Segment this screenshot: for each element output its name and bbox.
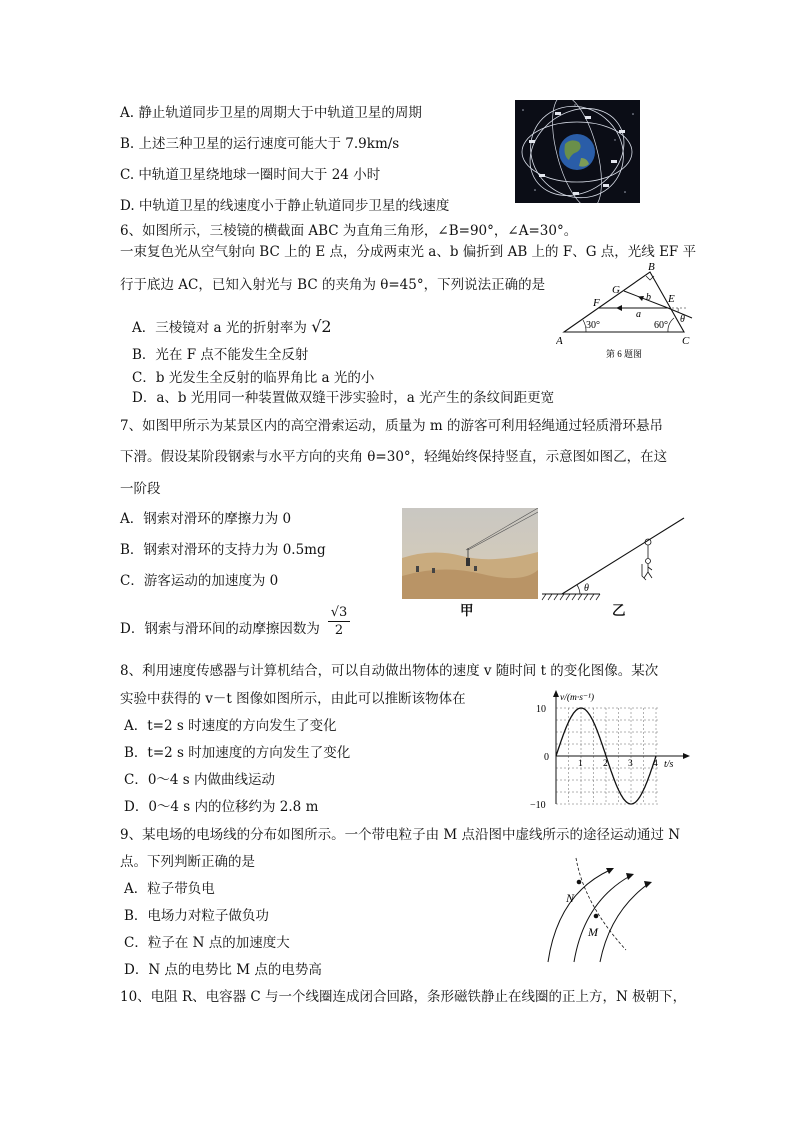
q7-stem-line2: 下滑。假设某阶段钢索与水平方向的夹角 θ=30°，轻绳始终保持竖直，示意图如图乙，在这: [120, 449, 668, 465]
zipline-theta-label: θ: [584, 583, 589, 594]
vt-xtick-3: 3: [628, 759, 633, 769]
vt-ytick-10: 10: [536, 704, 546, 715]
q5-option-b: B. 上述三种卫星的运行速度可能大于 7.9km/s: [120, 136, 400, 152]
q8-option-d: D．0～4 s 内的位移约为 2.8 m: [124, 799, 319, 815]
prism-label-b-vertex: B: [648, 262, 655, 273]
q7-option-d-text: D．钢索与滑环间的动摩擦因数为: [120, 621, 320, 637]
q6-option-a-text: A．三棱镜对 a 光的折射率为: [132, 320, 307, 336]
prism-label-c-vertex: C: [682, 335, 690, 347]
q6-option-a: [132, 318, 332, 337]
q10-stem-line1: 10、电阻 R、电容器 C 与一个线圈连成闭合回路，条形磁铁静止在线圈的正上方，N 极朝下，: [120, 989, 687, 1005]
figure-yi-label: 乙: [612, 603, 626, 619]
vt-xtick-4: 4: [653, 759, 658, 769]
prism-label-g: G: [612, 284, 620, 296]
q8-stem-line2: 实验中获得的 v－t 图像如图所示，由此可以推断该物体在: [120, 691, 466, 707]
q7-option-a: A．钢索对滑环的摩擦力为 0: [120, 511, 292, 527]
prism-label-30: 30°: [586, 320, 600, 331]
point-n: [577, 880, 582, 885]
q8-option-c: C．0～4 s 内做曲线运动: [124, 772, 276, 788]
zipline-diagram: [540, 514, 688, 604]
figure-jia-label: 甲: [460, 603, 474, 619]
vt-xlabel: t/s: [664, 759, 674, 770]
q6-stem-line1: 6、如图所示，三棱镜的横截面 ABC 为直角三角形，∠B=90°，∠A=30°。: [120, 223, 578, 239]
prism-label-f: F: [593, 297, 600, 309]
prism-label-theta: θ: [680, 314, 685, 325]
q7-fraction: [328, 604, 350, 639]
q7-option-c: C．游客运动的加速度为 0: [120, 573, 279, 589]
prism-figure: [556, 262, 696, 362]
vt-xtick-2: 2: [603, 759, 608, 769]
q6-option-b: B．光在 F 点不能发生全反射: [132, 347, 309, 363]
q6-option-c: C．b 光发生全反射的临界角比 a 光的小: [132, 370, 375, 386]
q7-stem-line1: 7、如图甲所示为某景区内的高空滑索运动，质量为 m 的游客可利用轻绳通过轻质滑环悬吊: [120, 418, 663, 434]
q5-option-d: D. 中轨道卫星的线速度小于静止轨道同步卫星的线速度: [120, 198, 450, 214]
q8-stem-line1: 8、利用速度传感器与计算机结合，可以自动做出物体的速度 v 随时间 t 的变化图像。某次: [120, 663, 659, 679]
q9-stem-line1: 9、某电场的电场线的分布如图所示。一个带电粒子由 M 点沿图中虚线所示的途径运动通过 N: [120, 827, 681, 843]
q7-fraction-denominator: 2: [328, 621, 350, 639]
prism-label-a-ray: a: [636, 309, 641, 320]
vt-ytick-neg10: −10: [530, 800, 546, 811]
q7-option-d: [120, 620, 320, 638]
satellite-orbit-image: [515, 100, 640, 203]
vt-ytick-0: 0: [544, 752, 549, 763]
prism-label-b-ray: b: [646, 292, 651, 303]
electric-field-figure: [540, 854, 680, 964]
prism-label-e: E: [668, 293, 675, 305]
q5-option-a: A. 静止轨道同步卫星的周期大于中轨道卫星的周期: [120, 105, 422, 121]
vt-xtick-1: 1: [578, 759, 583, 769]
vt-ylabel: v/(m·s⁻¹): [560, 693, 594, 703]
point-m: [594, 914, 599, 919]
q6-option-a-value: √2: [311, 317, 332, 336]
vt-graph: [522, 688, 694, 812]
zipline-photo: [402, 508, 538, 599]
q6-option-d: D．a、b 光用同一种装置做双缝干涉实验时，a 光产生的条纹间距更宽: [132, 390, 555, 406]
prism-label-60: 60°: [654, 320, 668, 331]
label-m: M: [588, 925, 598, 939]
q7-option-b: B．钢索对滑环的支持力为 0.5mg: [120, 542, 326, 558]
q9-option-b: B．电场力对粒子做负功: [124, 908, 269, 924]
label-n: N: [566, 891, 575, 905]
q5-option-c: C. 中轨道卫星绕地球一圈时间大于 24 小时: [120, 167, 381, 183]
q7-stem-line3: 一阶段: [120, 481, 161, 497]
q7-fraction-numerator: √3: [330, 605, 348, 620]
q9-stem-line2: 点。下列判断正确的是: [120, 854, 255, 870]
q9-option-d: D．N 点的电势比 M 点的电势高: [124, 962, 322, 978]
q9-option-c: C．粒子在 N 点的加速度大: [124, 935, 290, 951]
prism-caption: 第 6 题图: [606, 349, 643, 359]
q8-option-a: A．t=2 s 时速度的方向发生了变化: [124, 718, 337, 734]
prism-label-a-vertex: A: [556, 335, 563, 347]
q8-option-b: B．t=2 s 时加速度的方向发生了变化: [124, 745, 351, 761]
q6-stem-line2: 一束复色光从空气射向 BC 上的 E 点，分成两束光 a、b 偏折到 AB 上的 F、G 点，光线 EF 平: [120, 244, 697, 260]
q9-option-a: A．粒子带负电: [124, 881, 215, 897]
q6-stem-line3: 行于底边 AC，已知入射光与 BC 的夹角为 θ=45°，下列说法正确的是: [120, 277, 546, 293]
